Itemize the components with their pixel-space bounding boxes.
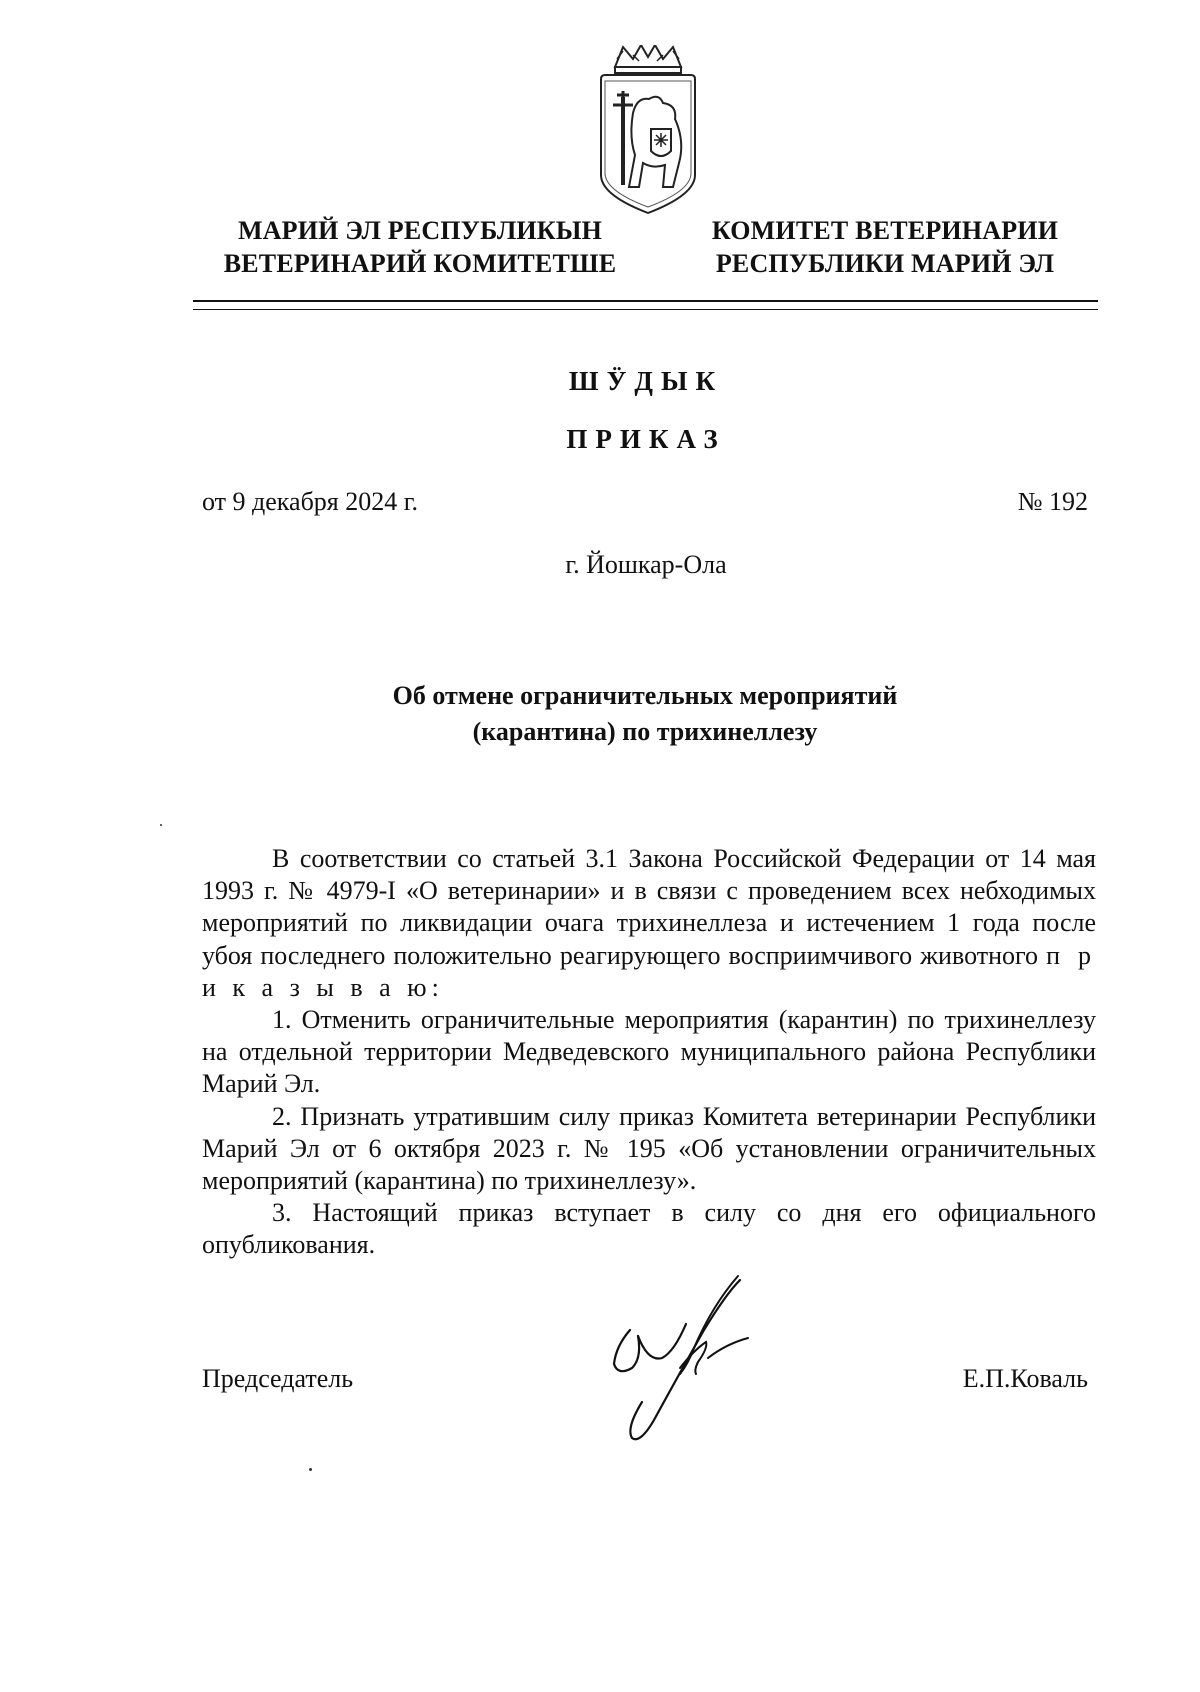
scan-speck	[160, 824, 162, 826]
order-date: от 9 декабря 2024 г.	[202, 487, 418, 516]
coat-of-arms-emblem	[593, 45, 703, 217]
mari-org-line-1: МАРИЙ ЭЛ РЕСПУБЛИКЫН	[237, 216, 603, 245]
mari-org-header	[200, 214, 640, 280]
scan-speck	[309, 1468, 312, 1471]
mari-org-line-2: ВЕТЕРИНАРИЙ КОМИТЕТШЕ	[223, 249, 617, 278]
header-divider-thick	[193, 300, 1098, 302]
signer-name: Е.П.Коваль	[962, 1364, 1088, 1393]
order-subject	[240, 678, 1050, 750]
subject-line-1: Об отмене ограничительных мероприятий	[392, 681, 898, 710]
order-item-1: 1. Отменить ограничительные мероприятия (карантин) по трихинеллезу на отдельной территории Медведевского муниципального района Республики Марий Эл.	[202, 1005, 1096, 1099]
ru-org-line-2: РЕСПУБЛИКИ МАРИЙ ЭЛ	[715, 249, 1055, 278]
order-body	[202, 843, 1096, 1262]
order-word: п р и к а з ы в а ю:	[202, 940, 1097, 1002]
order-city: г. Йошкар-Ола	[565, 550, 727, 579]
header-divider-thin	[193, 309, 1098, 310]
subject-line-2: (карантина) по трихинеллезу	[472, 717, 818, 746]
handwritten-signature	[608, 1272, 758, 1452]
order-item-3: 3. Настоящий приказ вступает в силу со дня его официального опубликования.	[202, 1198, 1096, 1260]
order-number: № 192	[1017, 487, 1088, 516]
doc-type-mari: ШӰДЫК	[568, 366, 724, 396]
order-item-2: 2. Признать утратившим силу приказ Комитета ветеринарии Республики Марий Эл от 6 октября 2023 г. № 195 «Об установлении ограничительных мероприятий (карантина) по трихинеллезу».	[202, 1101, 1096, 1196]
ru-org-header	[680, 214, 1090, 280]
preamble-text: В соответствии со статьей 3.1 Закона Российской Федерации от 14 мая 1993 г. № 4979-I «О ветеринарии» и в связи с проведением всех небходимых мероприятий по ликвидации очага трихинеллеза и истечением 1 года после убоя последнего положительно реагирующего восприимчивого животного	[202, 844, 1096, 970]
doc-type-ru: ПРИКАЗ	[566, 424, 726, 454]
preamble-paragraph	[202, 843, 1096, 1004]
signer-title: Председатель	[202, 1364, 354, 1393]
ru-org-line-1: КОМИТЕТ ВЕТЕРИНАРИИ	[711, 216, 1059, 245]
